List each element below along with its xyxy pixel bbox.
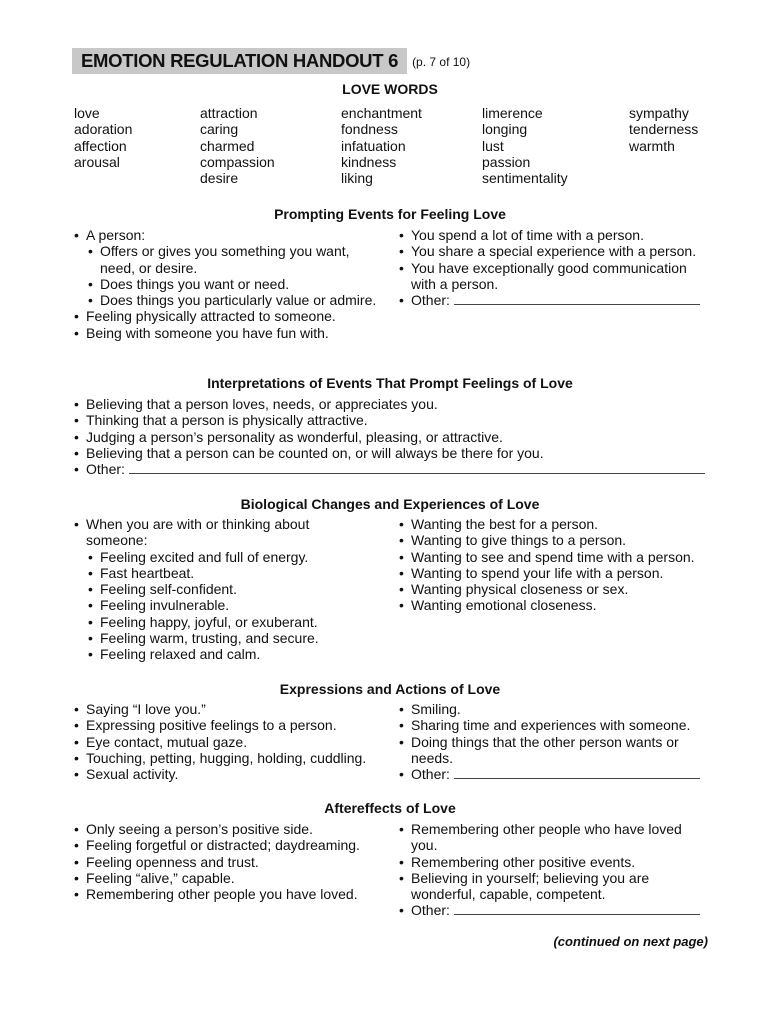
- page-indicator: (p. 7 of 10): [412, 55, 471, 69]
- list-item: [397, 766, 712, 782]
- love-word: arousal: [74, 153, 120, 170]
- list-item: • Being with someone you have fun with.: [72, 325, 382, 341]
- love-word: warmth: [629, 137, 675, 154]
- biological-right-list: [397, 516, 727, 614]
- love-word: affection: [74, 137, 127, 154]
- list-item: • You spend a lot of time with a person.: [397, 227, 712, 243]
- word-column: [482, 105, 568, 186]
- list-item: • Thinking that a person is physically attractive.: [72, 412, 712, 428]
- word-column: [341, 105, 422, 186]
- aftereffects-left-list: [72, 821, 392, 902]
- list-item: • Touching, petting, hugging, holding, cuddling.: [72, 750, 392, 766]
- expressions-left-list: [72, 701, 392, 782]
- list-item: [72, 461, 712, 477]
- love-word: tenderness: [629, 121, 699, 138]
- section-title-prompting-events: Prompting Events for Feeling Love: [274, 206, 506, 222]
- prompting-events-left-list: [72, 227, 382, 341]
- word-column: [74, 105, 132, 170]
- love-word: enchantment: [341, 105, 422, 121]
- list-item: • Wanting physical closeness or sex.: [397, 581, 727, 597]
- love-word: kindness: [341, 153, 397, 170]
- love-word: sentimentality: [482, 170, 568, 187]
- list-item: • When you are with or thinking about someone:: [72, 516, 372, 549]
- love-word: love: [74, 105, 100, 121]
- love-word: passion: [482, 153, 531, 170]
- list-item: • Feeling happy, joyful, or exuberant.: [86, 614, 372, 630]
- other-fill-in-line[interactable]: [454, 902, 700, 915]
- section-title-biological-changes: Biological Changes and Experiences of Love: [240, 496, 540, 512]
- list-item: • Feeling warm, trusting, and secure.: [86, 630, 372, 646]
- aftereffects-right-list: [397, 821, 712, 919]
- love-word: sympathy: [629, 105, 689, 121]
- list-item: • Does things you want or need.: [86, 276, 382, 292]
- list-item: • Feeling openness and trust.: [72, 854, 392, 870]
- other-fill-in-line[interactable]: [454, 292, 700, 305]
- love-word: lust: [482, 137, 504, 154]
- love-word: adoration: [74, 121, 133, 138]
- list-item: • A person:: [72, 227, 382, 243]
- other-label: Other:: [411, 292, 450, 309]
- other-label: Other:: [86, 461, 125, 478]
- list-item: • Sharing time and experiences with someone.: [397, 717, 712, 733]
- prompting-events-right-list: [397, 227, 712, 308]
- list-item: • Saying “I love you.”: [72, 701, 392, 717]
- list-item: • Feeling “alive,” capable.: [72, 870, 392, 886]
- love-words-grid: [0, 105, 780, 190]
- list-item: [397, 292, 712, 308]
- other-label: Other:: [411, 902, 450, 919]
- list-item: • Feeling forgetful or distracted; daydreaming.: [72, 837, 392, 853]
- list-item: • Wanting emotional closeness.: [397, 597, 727, 613]
- list-item: • Feeling invulnerable.: [86, 597, 372, 613]
- love-word: attraction: [200, 105, 258, 121]
- list-item: • Wanting to see and spend time with a person.: [397, 549, 727, 565]
- list-item: • Wanting to spend your life with a person.: [397, 565, 727, 581]
- love-word: fondness: [341, 121, 398, 138]
- love-word: compassion: [200, 153, 275, 170]
- continued-note: (continued on next page): [553, 934, 708, 949]
- list-item: • Eye contact, mutual gaze.: [72, 734, 392, 750]
- list-item: • Feeling physically attracted to someone.: [72, 308, 382, 324]
- list-item: [397, 902, 712, 918]
- word-column: [200, 105, 275, 186]
- list-item: • Smiling.: [397, 701, 712, 717]
- love-word: caring: [200, 121, 239, 138]
- love-words-title: LOVE WORDS: [342, 81, 438, 97]
- list-item: • Remembering other positive events.: [397, 854, 712, 870]
- list-item: • Doing things that the other person wants or needs.: [397, 734, 712, 767]
- list-item: • Remembering other people who have loved you.: [397, 821, 712, 854]
- list-item: • Offers or gives you something you want, need, or desire.: [86, 243, 382, 276]
- list-item: • You share a special experience with a person.: [397, 243, 712, 259]
- list-item: • Only seeing a person’s positive side.: [72, 821, 392, 837]
- section-title-expressions: Expressions and Actions of Love: [279, 681, 501, 697]
- list-item: • Wanting the best for a person.: [397, 516, 727, 532]
- expressions-right-list: [397, 701, 712, 782]
- love-word: limerence: [482, 105, 543, 121]
- list-item: • Wanting to give things to a person.: [397, 532, 727, 548]
- list-item: • Expressing positive feelings to a person.: [72, 717, 392, 733]
- list-item: • Believing that a person can be counted on, or will always be there for you.: [72, 445, 712, 461]
- other-fill-in-line[interactable]: [454, 766, 700, 779]
- list-item: • Feeling self-confident.: [86, 581, 372, 597]
- love-word: desire: [200, 170, 239, 187]
- love-word: longing: [482, 121, 528, 138]
- list-item: • Believing that a person loves, needs, or appreciates you.: [72, 396, 712, 412]
- list-item: • Feeling excited and full of energy.: [86, 549, 372, 565]
- handout-header: [72, 48, 470, 74]
- love-word: liking: [341, 170, 373, 187]
- love-word: infatuation: [341, 137, 406, 154]
- interpretations-list: [72, 396, 712, 477]
- section-title-interpretations: Interpretations of Events That Prompt Feelings of Love: [207, 375, 573, 391]
- list-item: • Fast heartbeat.: [86, 565, 372, 581]
- list-item: • Feeling relaxed and calm.: [86, 646, 372, 662]
- list-item: • Believing in yourself; believing you are wonderful, capable, competent.: [397, 870, 712, 903]
- list-item: • Does things you particularly value or admire.: [86, 292, 382, 308]
- list-item: • Judging a person’s personality as wonderful, pleasing, or attractive.: [72, 429, 712, 445]
- love-word: charmed: [200, 137, 255, 154]
- biological-left-list: [72, 516, 372, 663]
- list-item: • You have exceptionally good communication with a person.: [397, 260, 712, 293]
- list-item: • Remembering other people you have loved.: [72, 886, 392, 902]
- other-fill-in-line[interactable]: [129, 461, 705, 474]
- handout-title: EMOTION REGULATION HANDOUT 6: [72, 48, 407, 74]
- word-column: [629, 105, 698, 154]
- other-label: Other:: [411, 766, 450, 783]
- section-title-aftereffects: Aftereffects of Love: [324, 800, 456, 816]
- list-item: • Sexual activity.: [72, 766, 392, 782]
